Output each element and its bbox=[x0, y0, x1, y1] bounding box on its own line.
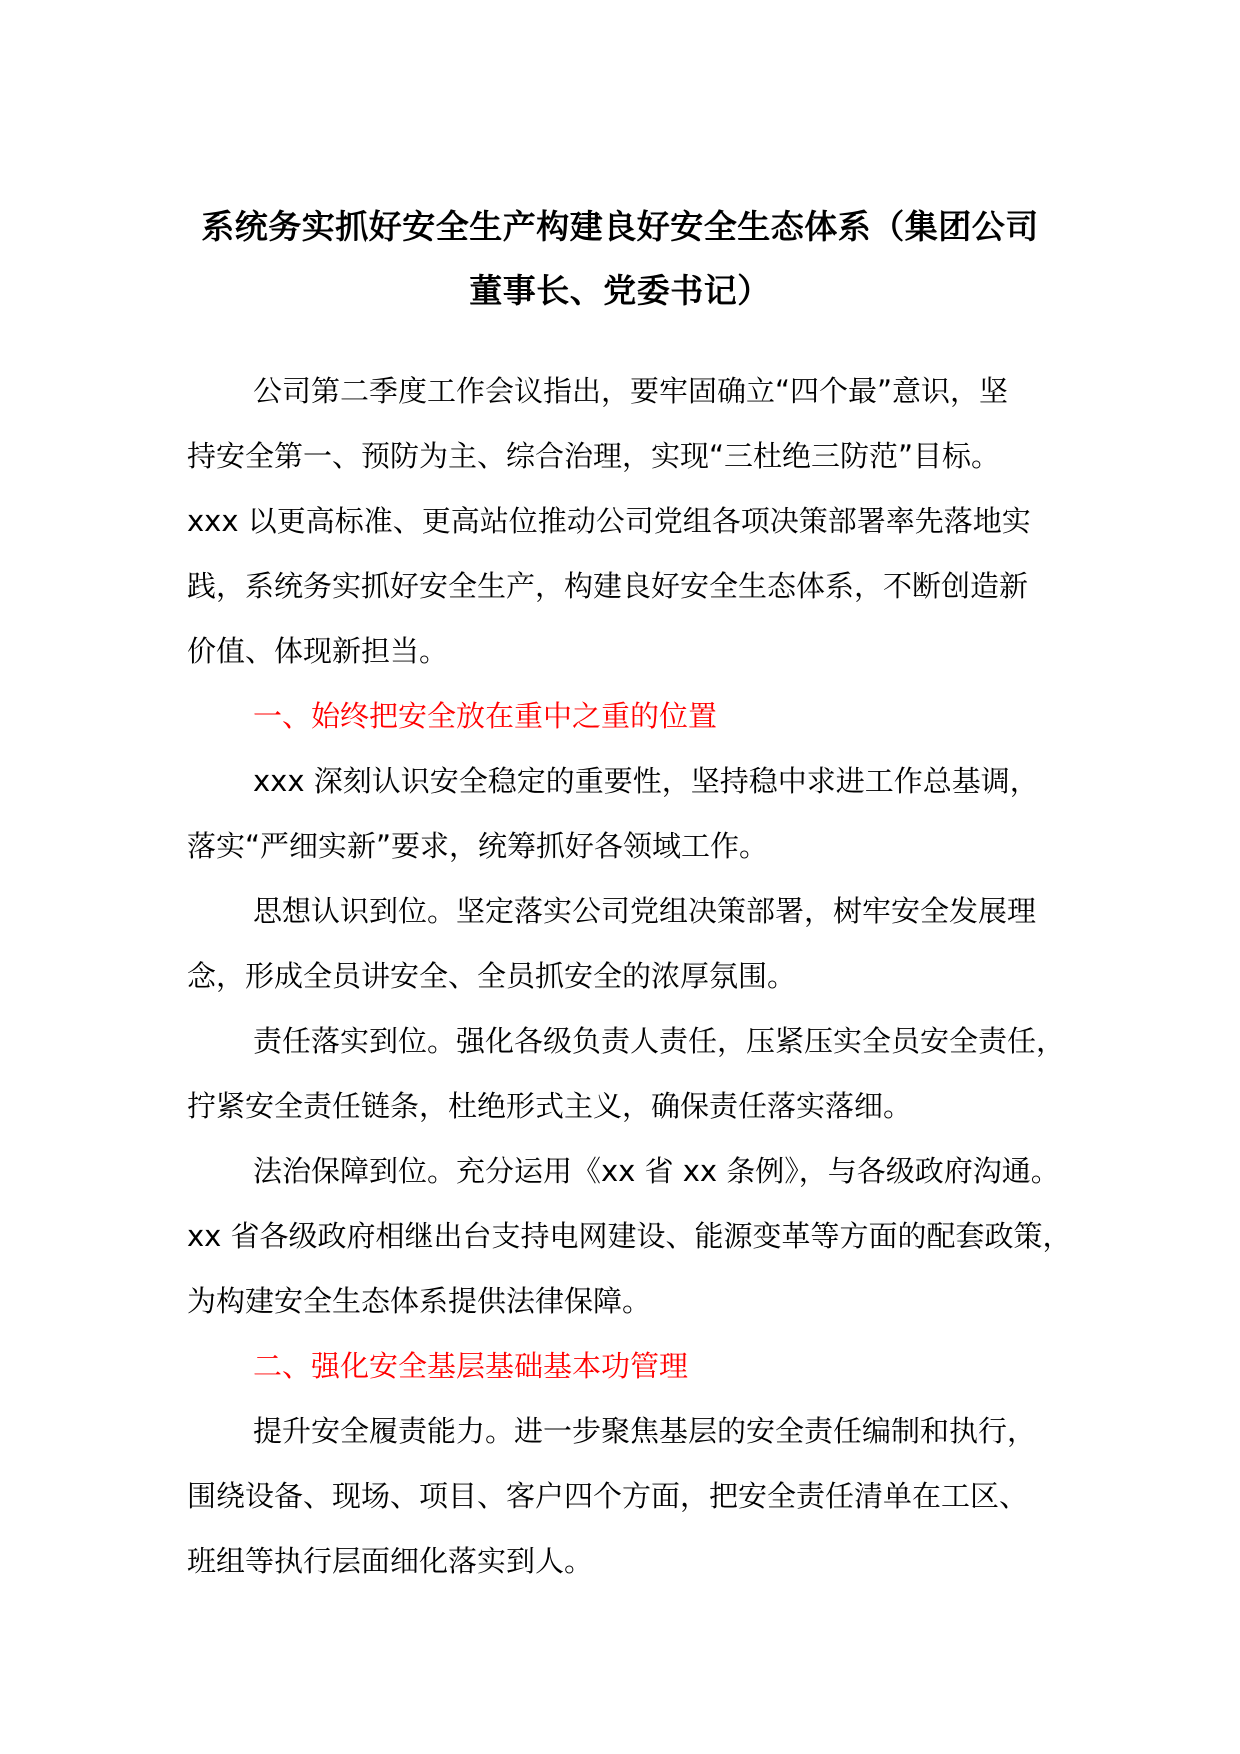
paragraph-section1-intro bbox=[187, 749, 1077, 879]
text-line: 念，形成全员讲安全、全员抓安全的浓厚氛围。 bbox=[187, 959, 797, 993]
text-line: 思想认识到位。坚定落实公司党组决策部署，树牢安全发展理 bbox=[253, 894, 1037, 928]
document-body bbox=[187, 359, 1077, 1594]
text-line: 为构建安全生态体系提供法律保障。 bbox=[187, 1284, 652, 1318]
paragraph-intro bbox=[187, 359, 1077, 684]
paragraph-thinking bbox=[187, 879, 1077, 1009]
text-line: 责任落实到位。强化各级负责人责任，压紧压实全员安全责任， bbox=[253, 1024, 1066, 1058]
text-line: xx 省各级政府相继出台支持电网建设、能源变革等方面的配套政策， bbox=[187, 1219, 1072, 1253]
text-line: 提升安全履责能力。进一步聚焦基层的安全责任编制和执行， bbox=[253, 1414, 1037, 1448]
paragraph-capability bbox=[187, 1399, 1077, 1594]
paragraph-responsibility bbox=[187, 1009, 1077, 1139]
paragraph-legal bbox=[187, 1139, 1077, 1334]
document-title bbox=[150, 195, 1090, 323]
text-line: 法治保障到位。充分运用《xx 省 xx 条例》，与各级政府沟通。 bbox=[253, 1154, 1060, 1188]
section-heading-2 bbox=[187, 1334, 1077, 1399]
section-heading-1 bbox=[187, 684, 1077, 749]
title-line: 系统务实抓好安全生产构建良好安全生态体系（集团公司 bbox=[201, 207, 1039, 246]
title-line: 董事长、党委书记） bbox=[469, 271, 771, 310]
text-line: xxx 以更高标准、更高站位推动公司党组各项决策部署率先落地实 bbox=[187, 504, 1031, 538]
text-line: 公司第二季度工作会议指出，要牢固确立“四个最”意识，坚 bbox=[253, 374, 1009, 408]
text-line: 落实“严细实新”要求，统筹抓好各领域工作。 bbox=[187, 829, 769, 863]
text-line: 班组等执行层面细化落实到人。 bbox=[187, 1544, 594, 1578]
text-line: 践，系统务实抓好安全生产，构建良好安全生态体系，不断创造新 bbox=[187, 569, 1029, 603]
heading-line: 二、强化安全基层基础基本功管理 bbox=[253, 1349, 689, 1383]
text-line: 持安全第一、预防为主、综合治理，实现“三杜绝三防范”目标。 bbox=[187, 439, 1001, 473]
text-line: 围绕设备、现场、项目、客户四个方面，把安全责任清单在工区、 bbox=[187, 1479, 1029, 1513]
text-line: 价值、体现新担当。 bbox=[187, 634, 449, 668]
heading-line: 一、始终把安全放在重中之重的位置 bbox=[253, 699, 718, 733]
text-line: 拧紧安全责任链条，杜绝形式主义，确保责任落实落细。 bbox=[187, 1089, 913, 1123]
text-line: xxx 深刻认识安全稳定的重要性，坚持稳中求进工作总基调， bbox=[253, 764, 1039, 798]
